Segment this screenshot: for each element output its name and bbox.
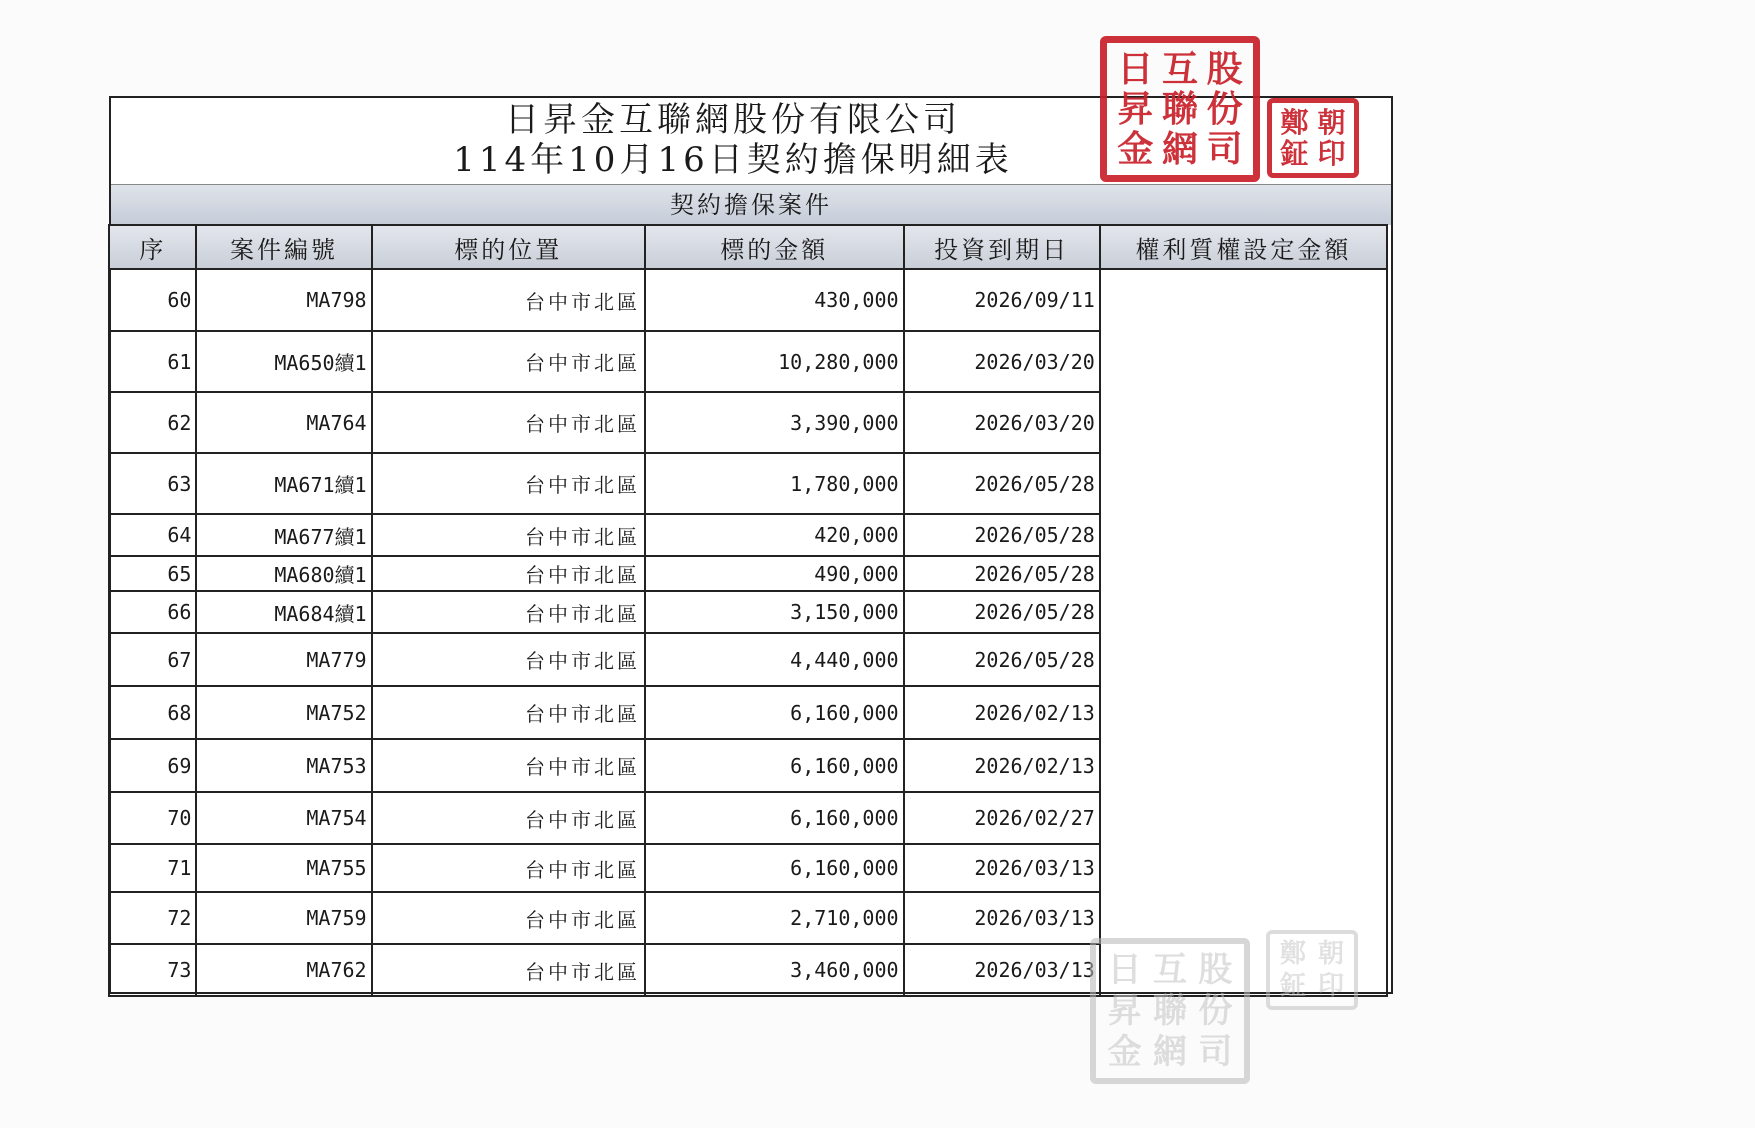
cell-seq: 68 (109, 686, 196, 739)
cell-location: 台中市北區 (372, 792, 645, 844)
cell-seq: 71 (109, 844, 196, 892)
cell-amount: 3,150,000 (645, 591, 904, 633)
header-seq: 序 (109, 225, 196, 269)
table-row (109, 739, 1387, 792)
seal-glyph: 日 (1117, 48, 1154, 90)
seal-glyph: 股 (1198, 950, 1233, 991)
cell-location: 台中市北區 (372, 591, 645, 633)
cell-seq: 65 (109, 556, 196, 591)
cell-seq: 60 (109, 269, 196, 331)
cell-case-no: MA754 (196, 792, 371, 844)
cell-amount: 6,160,000 (645, 739, 904, 792)
cell-maturity: 2026/05/28 (904, 514, 1100, 556)
document-sheet (109, 96, 1393, 994)
cell-seq: 66 (109, 591, 196, 633)
cell-case-no: MA680續1 (196, 556, 371, 591)
company-seal-stamp (1100, 36, 1260, 182)
cell-case-no: MA764 (196, 392, 371, 453)
cell-case-no: MA677續1 (196, 514, 371, 556)
cell-case-no: MA753 (196, 739, 371, 792)
report-title: 114年10月16日契約擔保明細表 (453, 140, 1013, 180)
seal-glyph: 份 (1206, 88, 1243, 130)
cell-amount: 490,000 (645, 556, 904, 591)
cell-maturity: 2026/03/20 (904, 331, 1100, 392)
cell-pledge-amount (1100, 633, 1387, 686)
cell-case-no: MA762 (196, 944, 371, 996)
table-row (109, 392, 1387, 453)
table-row (109, 633, 1387, 686)
cell-maturity: 2026/03/13 (904, 892, 1100, 944)
table-row (109, 556, 1387, 591)
seal-glyph: 日 (1107, 950, 1142, 991)
seal-glyph: 鉦 (1280, 136, 1309, 170)
cell-location: 台中市北區 (372, 944, 645, 996)
cell-maturity: 2026/09/11 (904, 269, 1100, 331)
cell-pledge-amount (1100, 514, 1387, 556)
cell-case-no: MA779 (196, 633, 371, 686)
cell-seq: 64 (109, 514, 196, 556)
seal-glyph: 昇 (1117, 88, 1154, 130)
header-pledge-amount: 權利質權設定金額 (1100, 225, 1387, 269)
cell-seq: 70 (109, 792, 196, 844)
seal-glyph: 網 (1152, 1031, 1187, 1072)
header-amount: 標的金額 (645, 225, 904, 269)
seal-glyph: 金 (1117, 128, 1154, 170)
cell-pledge-amount (1100, 331, 1387, 392)
cell-seq: 63 (109, 453, 196, 514)
cell-pledge-amount (1100, 792, 1387, 844)
seal-glyph: 股 (1206, 48, 1243, 90)
cell-case-no: MA759 (196, 892, 371, 944)
cell-location: 台中市北區 (372, 892, 645, 944)
seal-glyph: 印 (1317, 136, 1346, 170)
seal-glyph: 司 (1198, 1031, 1233, 1072)
section-title: 契約擔保案件 (111, 184, 1391, 225)
cell-amount: 10,280,000 (645, 331, 904, 392)
cell-amount: 4,440,000 (645, 633, 904, 686)
seal-glyph: 鄭 (1280, 105, 1309, 139)
seal-glyph: 鄭 (1279, 939, 1306, 969)
cell-amount: 6,160,000 (645, 686, 904, 739)
cell-case-no: MA650續1 (196, 331, 371, 392)
seal-glyph: 印 (1317, 971, 1344, 1001)
seal-glyph: 金 (1107, 1031, 1142, 1072)
cell-pledge-amount (1100, 392, 1387, 453)
cell-pledge-amount (1100, 591, 1387, 633)
table-row (109, 892, 1387, 944)
table-row (109, 269, 1387, 331)
collateral-table (108, 224, 1388, 1001)
seal-glyph: 網 (1161, 128, 1198, 170)
cell-maturity: 2026/05/28 (904, 556, 1100, 591)
table-row (109, 514, 1387, 556)
cell-pledge-amount (1100, 269, 1387, 331)
cell-pledge-amount (1100, 453, 1387, 514)
cell-amount: 3,390,000 (645, 392, 904, 453)
cell-location: 台中市北區 (372, 514, 645, 556)
cell-location: 台中市北區 (372, 844, 645, 892)
cell-case-no: MA798 (196, 269, 371, 331)
seal-glyph: 昇 (1107, 990, 1142, 1031)
cell-case-no: MA752 (196, 686, 371, 739)
cell-seq: 62 (109, 392, 196, 453)
seal-glyph: 聯 (1152, 990, 1187, 1031)
cell-location: 台中市北區 (372, 331, 645, 392)
cell-seq: 69 (109, 739, 196, 792)
cell-maturity: 2026/05/28 (904, 591, 1100, 633)
cell-amount: 6,160,000 (645, 844, 904, 892)
cell-pledge-amount (1100, 739, 1387, 792)
cell-maturity: 2026/02/27 (904, 792, 1100, 844)
seal-glyph: 份 (1198, 990, 1233, 1031)
cell-case-no: MA671續1 (196, 453, 371, 514)
cell-location: 台中市北區 (372, 269, 645, 331)
cell-maturity: 2026/05/28 (904, 453, 1100, 514)
company-name: 日昇金互聯網股份有限公司 (505, 100, 961, 140)
header-maturity: 投資到期日 (904, 225, 1100, 269)
cell-location: 台中市北區 (372, 633, 645, 686)
cell-amount: 6,160,000 (645, 792, 904, 844)
cell-pledge-amount (1100, 844, 1387, 892)
cell-location: 台中市北區 (372, 453, 645, 514)
table-row (109, 591, 1387, 633)
seal-glyph: 朝 (1317, 105, 1346, 139)
cell-case-no: MA684續1 (196, 591, 371, 633)
cell-amount: 430,000 (645, 269, 904, 331)
cell-case-no: MA755 (196, 844, 371, 892)
cell-amount: 2,710,000 (645, 892, 904, 944)
header-case-no: 案件編號 (196, 225, 371, 269)
cell-seq: 61 (109, 331, 196, 392)
cell-amount: 3,460,000 (645, 944, 904, 996)
cell-location: 台中市北區 (372, 556, 645, 591)
cell-seq: 73 (109, 944, 196, 996)
seal-glyph: 朝 (1317, 939, 1344, 969)
seal-glyph: 聯 (1161, 88, 1198, 130)
cell-location: 台中市北區 (372, 686, 645, 739)
table-row (109, 453, 1387, 514)
cell-location: 台中市北區 (372, 739, 645, 792)
table-row (109, 331, 1387, 392)
faint-company-seal-stamp (1090, 938, 1250, 1084)
cell-amount: 420,000 (645, 514, 904, 556)
cell-pledge-amount (1100, 556, 1387, 591)
table-row (109, 686, 1387, 739)
seal-glyph: 互 (1161, 48, 1198, 90)
cell-maturity: 2026/03/20 (904, 392, 1100, 453)
cell-maturity: 2026/03/13 (904, 944, 1100, 996)
cell-seq: 72 (109, 892, 196, 944)
table-header-row (109, 225, 1387, 269)
cell-seq: 67 (109, 633, 196, 686)
table-body (109, 269, 1387, 996)
faint-person-seal-stamp (1266, 930, 1358, 1010)
table-row (109, 792, 1387, 844)
cell-amount: 1,780,000 (645, 453, 904, 514)
cell-maturity: 2026/02/13 (904, 739, 1100, 792)
table-row (109, 844, 1387, 892)
cell-location: 台中市北區 (372, 392, 645, 453)
person-seal-stamp (1267, 98, 1359, 178)
seal-glyph: 互 (1152, 950, 1187, 991)
cell-maturity: 2026/05/28 (904, 633, 1100, 686)
cell-maturity: 2026/03/13 (904, 844, 1100, 892)
cell-pledge-amount (1100, 686, 1387, 739)
seal-glyph: 鉦 (1279, 971, 1306, 1001)
seal-glyph: 司 (1206, 128, 1243, 170)
cell-maturity: 2026/02/13 (904, 686, 1100, 739)
header-location: 標的位置 (372, 225, 645, 269)
